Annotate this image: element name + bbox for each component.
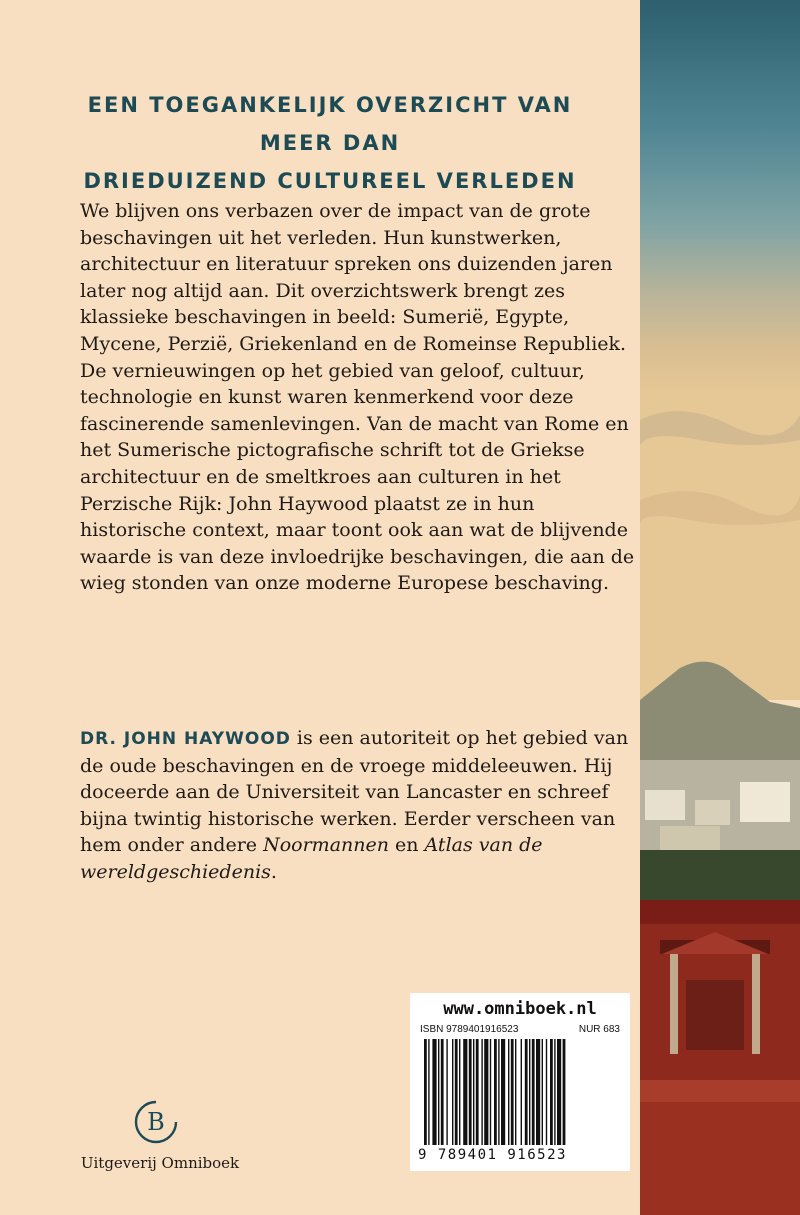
barcode-bar xyxy=(494,1039,497,1145)
bio-text-2: en xyxy=(388,834,425,857)
barcode-bar xyxy=(455,1039,458,1145)
author-bio xyxy=(80,725,636,886)
bio-book-title-2: Atlas van de wereldgeschiedenis xyxy=(80,834,543,883)
barcode-bar xyxy=(557,1039,561,1145)
barcode-bar xyxy=(546,1039,547,1145)
barcode-bar xyxy=(525,1039,528,1145)
author-name: DR. JOHN HAYWOOD xyxy=(80,729,291,749)
barcode-bar xyxy=(508,1039,509,1145)
barcode-bar xyxy=(428,1039,429,1145)
barcode-bar xyxy=(542,1039,543,1145)
barcode-bar xyxy=(554,1039,555,1145)
nur-code: NUR 683 xyxy=(578,1024,620,1035)
barcode-bar xyxy=(459,1039,460,1145)
headline xyxy=(60,86,600,200)
barcode-bar xyxy=(438,1039,439,1145)
barcode-bar xyxy=(490,1039,491,1145)
barcode-bar xyxy=(550,1039,553,1145)
classical-landscape-icon xyxy=(640,0,800,1215)
barcode-bar xyxy=(563,1039,566,1145)
isbn-text: ISBN 9789401916523 xyxy=(420,1024,519,1035)
barcode-bar xyxy=(481,1039,482,1145)
barcode-bar xyxy=(441,1039,444,1145)
barcode-bar xyxy=(529,1039,530,1145)
omniboek-b-logo-icon xyxy=(132,1098,180,1146)
bio-book-title-1: Noormannen xyxy=(263,834,389,857)
barcode-icon xyxy=(424,1039,616,1145)
headline-line-1: EEN TOEGANKELIJK OVERZICHT VAN MEER DAN xyxy=(87,93,573,155)
barcode-bar xyxy=(452,1039,453,1145)
logo-letter: B xyxy=(147,1108,165,1136)
barcode-bar xyxy=(446,1039,447,1145)
barcode-bar xyxy=(532,1039,535,1145)
cover-painting xyxy=(640,0,800,1215)
barcode-bar xyxy=(463,1039,467,1145)
blurb-paragraph: We blijven ons verbazen over de impact van de grote beschavingen uit het verleden. Hun kunstwerken, architectuur en literatuur spreken ons duizenden jaren later nog altijd aan. Dit overzichtswerk brengt zes klassieke beschavingen in beeld: Sumerië, Egypte, Mycene, Perzië, Griekenland en de Romeinse Republiek. De vernieuwingen op het gebied van geloof, cultuur, technologie en kunst waren kenmerkend voor deze fascinerende samenlevingen. Van de macht van Rome en het Sumerische pictografische schrift tot de Griekse architectuur en de smeltkroes aan culturen in het Perzische Rijk: John Haywood plaatst ze in hun historische context, maar toont ook aan wat de blijvende waarde is van deze invloedrijke beschavingen, die aan de wieg stonden van onze moderne Europese beschaving. xyxy=(80,200,635,595)
bio-text-3: . xyxy=(270,860,277,883)
publisher-url: www.omniboek.nl xyxy=(443,999,597,1019)
isbn-line xyxy=(420,1024,620,1035)
barcode-bar xyxy=(473,1039,474,1145)
barcode-bar xyxy=(498,1039,499,1145)
barcode-bar xyxy=(515,1039,516,1145)
headline-line-2: DRIEDUIZEND CULTUREEL VERLEDEN xyxy=(83,169,577,193)
barcode-bar xyxy=(424,1039,427,1145)
barcode-bar xyxy=(476,1039,479,1145)
bio-text-1: is een autoriteit op het gebied van de oude beschavingen en de vroege middeleeuwen. Hij doceerde aan de Universiteit van Lancaster en schreef bijna twintig historische werken. Eerder verscheen van hem onder andere xyxy=(80,727,629,857)
publisher-name: Uitgeverij Omniboek xyxy=(80,1154,240,1172)
barcode-bar xyxy=(536,1039,540,1145)
barcode-bar xyxy=(432,1039,436,1145)
barcode-digits: 9 789401 916523 xyxy=(418,1147,567,1163)
barcode-bar xyxy=(521,1039,522,1145)
barcode-bar xyxy=(501,1039,505,1145)
barcode-bar xyxy=(484,1039,488,1145)
barcode-bar xyxy=(511,1039,514,1145)
barcode-box xyxy=(410,993,630,1171)
barcode-bar xyxy=(469,1039,472,1145)
